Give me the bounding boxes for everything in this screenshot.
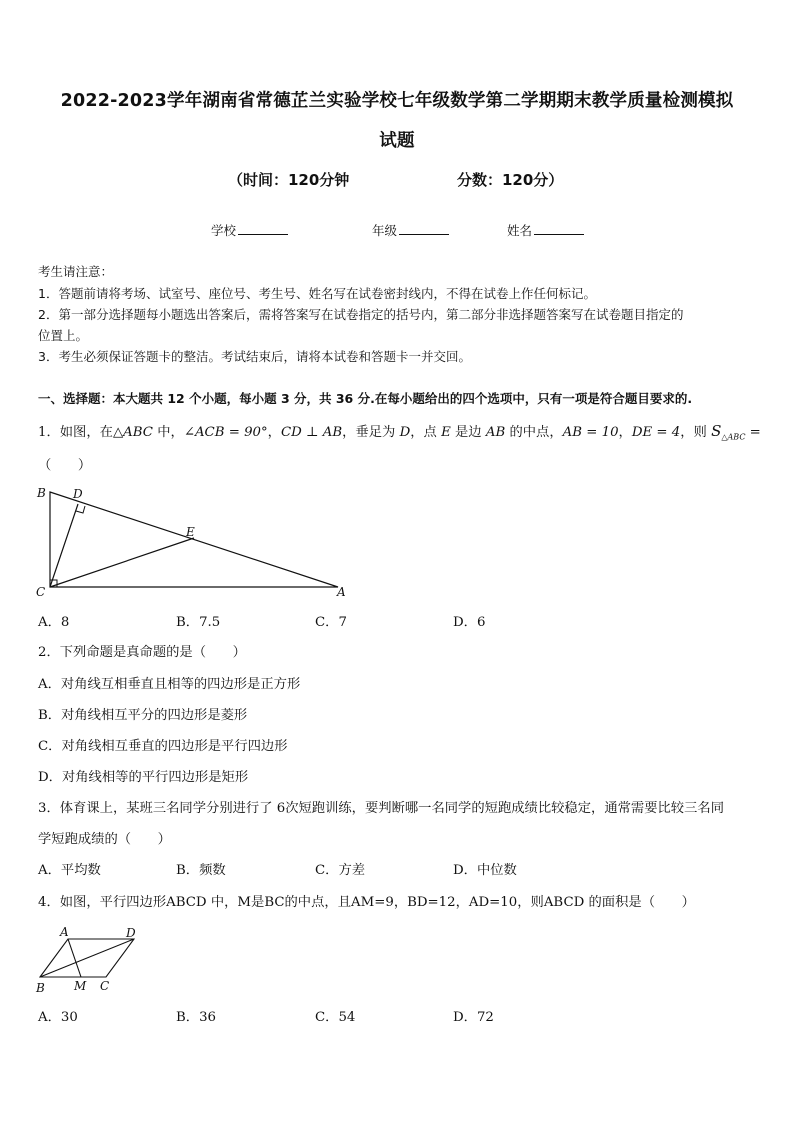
- q1-label-e: E: [186, 525, 195, 539]
- q1-text: ，垂足为: [342, 425, 400, 440]
- q4-option-d[interactable]: D．72: [453, 1010, 494, 1025]
- question-4-stem: 4．如图，平行四边形ABCD 中，M是BC的中点，且AM=9，BD=12，AD=10，则ABCD 的面积是（ ）: [38, 895, 695, 910]
- q1-text: 1．如图，在: [38, 425, 113, 440]
- q1-text: ，: [267, 425, 281, 440]
- q1-area-symbol: S: [711, 422, 722, 440]
- notice-item-2-cont: 位置上。: [38, 328, 89, 343]
- q3-option-b[interactable]: B．频数: [176, 863, 226, 878]
- q1-label-a: A: [337, 585, 346, 599]
- school-field[interactable]: [211, 223, 288, 239]
- grade-field[interactable]: [372, 223, 449, 239]
- q4-figure: [30, 922, 150, 998]
- question-3-stem-line2: 学短跑成绩的（ ）: [38, 832, 171, 847]
- q1-label-b: B: [37, 486, 46, 500]
- q4-option-b[interactable]: B．36: [176, 1010, 216, 1025]
- q1-text: 的中点，: [505, 425, 563, 440]
- question-3-stem-line1: 3．体育课上，某班三名同学分别进行了 6次短跑训练，要判断哪一名同学的短跑成绩比较稳定，通常需要比较三名同: [38, 801, 724, 816]
- grade-blank[interactable]: [399, 223, 449, 235]
- notice-item-1: 1．答题前请将考场、试室号、座位号、考生号、姓名写在试卷密封线内，不得在试卷上作任何标记。: [38, 286, 596, 301]
- question-2-stem: 2．下列命题是真命题的是（ ）: [38, 645, 246, 660]
- grade-label: 年级: [372, 223, 398, 238]
- q4-label-m: M: [74, 979, 87, 993]
- q3-option-d[interactable]: D．中位数: [453, 863, 517, 878]
- q1-option-c[interactable]: C．7: [315, 615, 347, 630]
- exam-title-line1: 2022-2023学年湖南省常德芷兰实验学校七年级数学第二学期期末教学质量检测模拟: [60, 91, 734, 111]
- q1-angle: ∠ACB = 90°: [183, 425, 268, 440]
- q1-text: 中，: [152, 425, 184, 440]
- school-label: 学校: [211, 223, 237, 238]
- q4-label-d: D: [126, 926, 136, 940]
- question-1-blank: （ ）: [38, 458, 92, 473]
- q3-option-c[interactable]: C．方差: [315, 863, 366, 878]
- q2-option-d[interactable]: D．对角线相等的平行四边形是矩形: [38, 770, 249, 785]
- question-1-stem: [38, 421, 760, 448]
- notice-item-2: 2．第一部分选择题每小题选出答案后，需将答案写在试卷指定的括号内，第二部分非选择题答案写在试卷题目指定的: [38, 307, 684, 322]
- school-blank[interactable]: [238, 223, 288, 235]
- q1-option-b[interactable]: B．7.5: [176, 615, 221, 630]
- q4-option-c[interactable]: C．54: [315, 1010, 356, 1025]
- q1-text: ，则: [680, 425, 712, 440]
- q3-option-a[interactable]: A．平均数: [38, 863, 101, 878]
- q1-option-a[interactable]: A．8: [38, 615, 70, 630]
- q1-text: 是边: [450, 425, 486, 440]
- exam-title-line2: 试题: [379, 131, 415, 151]
- q2-option-c[interactable]: C．对角线相互垂直的四边形是平行四边形: [38, 739, 288, 754]
- notice-item-3: 3．考生必须保证答题卡的整洁。考试结束后，请将本试卷和答题卡一并交回。: [38, 349, 471, 364]
- q1-label-c: C: [36, 585, 46, 599]
- q1-figure: [30, 482, 360, 602]
- q4-label-b: B: [36, 981, 45, 995]
- q1-perp: CD ⊥ AB: [280, 425, 343, 440]
- q1-side-ab: AB: [485, 425, 506, 440]
- q1-text: ，: [618, 425, 632, 440]
- q4-option-a[interactable]: A．30: [38, 1010, 78, 1025]
- name-label: 姓名: [507, 223, 533, 238]
- name-field[interactable]: [507, 223, 584, 239]
- q1-option-d[interactable]: D．6: [453, 615, 486, 630]
- q1-point-e: E: [441, 425, 451, 440]
- name-blank[interactable]: [534, 223, 584, 235]
- q1-line-cd: [50, 504, 78, 587]
- section-heading: 一、选择题：本大题共 12 个小题，每小题 3 分，共 36 分.在每小题给出的四个选项中，只有一项是符合题目要求的.: [38, 391, 693, 406]
- q1-line-ce: [50, 538, 194, 587]
- q1-text: =: [745, 425, 761, 440]
- q1-point-d: D: [399, 425, 411, 440]
- q1-ab-value: AB = 10: [562, 425, 619, 440]
- notice-heading: 考生请注意：: [38, 264, 114, 279]
- q1-label-d: D: [73, 487, 83, 501]
- q1-text: ，点: [410, 425, 442, 440]
- q4-label-c: C: [100, 979, 110, 993]
- q1-de-value: DE = 4: [631, 425, 681, 440]
- exam-score: 分数：120分）: [457, 171, 564, 189]
- q2-option-a[interactable]: A．对角线互相垂直且相等的四边形是正方形: [38, 677, 301, 692]
- q1-area-subscript: △ABC: [721, 432, 746, 442]
- q1-triangle: △ABC: [112, 425, 153, 440]
- q4-line-am: [68, 939, 81, 977]
- q4-label-a: A: [60, 925, 69, 939]
- q2-option-b[interactable]: B．对角线相互平分的四边形是菱形: [38, 708, 248, 723]
- exam-time: （时间：120分钟: [228, 171, 350, 189]
